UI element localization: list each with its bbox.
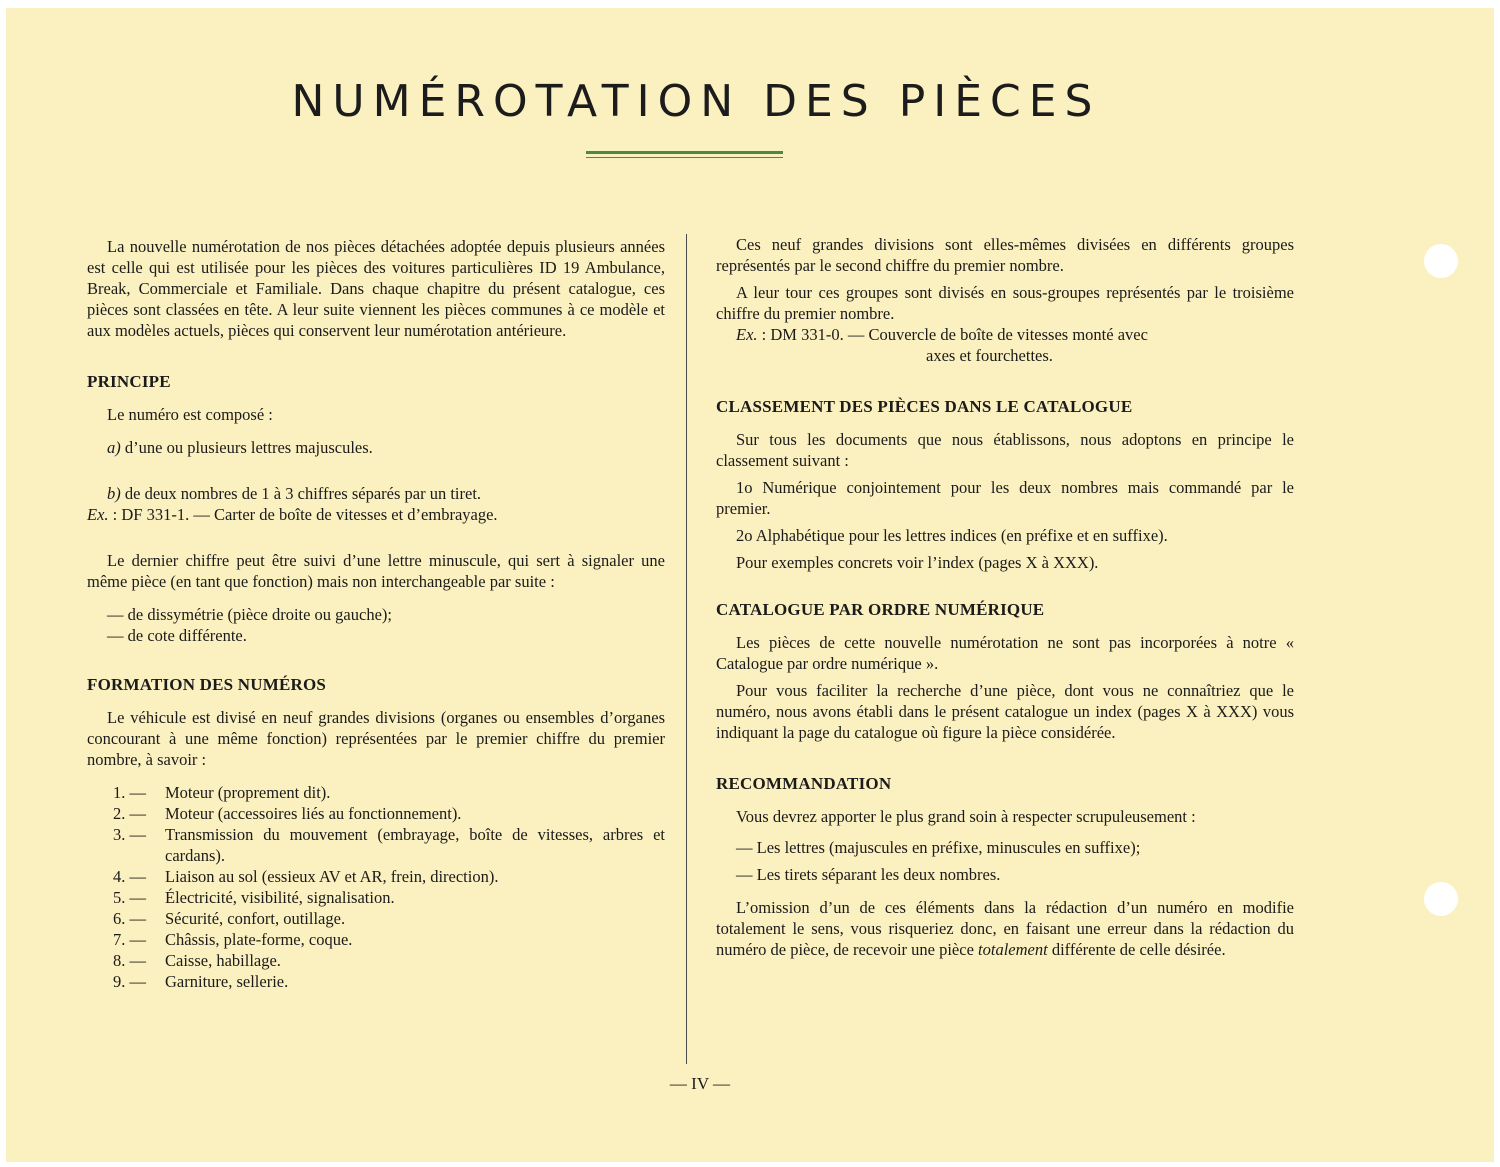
groups-paragraph: Ces neuf grandes divisions sont elles-mêmes divisées en différents groupes représentés par le second chiffre du premier nombre.	[716, 235, 1294, 275]
title-rule	[586, 151, 783, 154]
dash-item: — de cote différente.	[107, 626, 247, 645]
left-column	[87, 236, 665, 992]
recommandation-dash-1: — Les lettres (majuscules en préfixe, minuscules en suffixe);	[736, 838, 1141, 857]
title-rule-thin	[586, 157, 783, 158]
division-text: Liaison au sol (essieux AV et AR, frein, direction).	[165, 867, 499, 886]
division-item	[113, 824, 665, 866]
last-digit-paragraph: Le dernier chiffre peut être suivi d’une lettre minuscule, qui sert à signaler une même pièce (en tant que fonction) mais non interchangeable par suite :	[87, 551, 665, 591]
subgroups-paragraph: A leur tour ces groupes sont divisés en sous-groupes représentés par le troisième chiffre du premier nombre.	[716, 283, 1294, 323]
classement-p1: Sur tous les documents que nous établissons, nous adoptons en principe le classement suivant :	[716, 430, 1294, 470]
division-number: 9. —	[113, 972, 146, 991]
division-number: 6. —	[113, 909, 146, 928]
example-label: Ex.	[736, 325, 758, 344]
example-text: : DF 331-1. — Carter de boîte de vitesses et d’embrayage.	[112, 505, 498, 524]
division-text: Garniture, sellerie.	[165, 972, 289, 991]
division-text: Transmission du mouvement (embrayage, boîte de vitesses, arbres et cardans).	[165, 825, 665, 865]
principe-example	[87, 504, 665, 525]
recommandation-dash-2: — Les tirets séparant les deux nombres.	[736, 865, 1001, 884]
catalogue-p1: Les pièces de cette nouvelle numérotation ne sont pas incorporées à notre « Catalogue par ordre numérique ».	[716, 633, 1294, 673]
division-number: 3. —	[113, 825, 146, 844]
right-column	[716, 234, 1294, 960]
division-number: 2. —	[113, 804, 146, 823]
division-text: Sécurité, confort, outillage.	[165, 909, 346, 928]
binder-hole	[1424, 882, 1458, 916]
principe-item-b	[87, 483, 665, 504]
division-text: Châssis, plate-forme, coque.	[165, 930, 353, 949]
division-item	[113, 803, 665, 824]
dash-list	[87, 604, 665, 646]
item-b-text: de deux nombres de 1 à 3 chiffres séparés par un tiret.	[124, 484, 482, 503]
division-number: 7. —	[113, 930, 146, 949]
omission-text: L’omission d’un de ces éléments dans la rédaction d’un numéro en modifie totalement le sens, vous risqueriez donc, en faisant une erreur dans la rédaction du numéro de pièce, de recevoir une pièce	[716, 898, 1294, 959]
principe-compose: Le numéro est composé :	[107, 405, 273, 424]
division-item	[113, 929, 665, 950]
division-item	[113, 782, 665, 803]
example-label: Ex.	[87, 505, 109, 524]
division-text: Moteur (accessoires liés au fonctionnement).	[165, 804, 462, 823]
item-a-text: d’une ou plusieurs lettres majuscules.	[124, 438, 373, 457]
example-line-2: axes et fourchettes.	[926, 346, 1053, 365]
division-number: 5. —	[113, 888, 146, 907]
division-item	[113, 887, 665, 908]
catalogue-page	[6, 8, 1494, 1162]
recommandation-p1: Vous devrez apporter le plus grand soin à respecter scrupuleusement :	[736, 807, 1196, 826]
division-item	[113, 950, 665, 971]
classement-p4: Pour exemples concrets voir l’index (pages X à XXX).	[736, 553, 1099, 572]
formation-paragraph: Le véhicule est divisé en neuf grandes divisions (organes ou ensembles d’organes concourant à une même fonction) représentées par le premier chiffre du premier nombre, à savoir :	[87, 708, 665, 769]
binder-hole	[1424, 244, 1458, 278]
principe-heading: PRINCIPE	[87, 372, 171, 391]
classement-p2: 1o Numérique conjointement pour les deux nombres mais commandé par le premier.	[716, 478, 1294, 518]
recommandation-p2	[716, 897, 1294, 960]
subgroup-example	[716, 324, 1294, 366]
omission-emphasis: totalement	[978, 940, 1048, 959]
division-item	[113, 971, 665, 992]
divisions-list	[87, 782, 665, 992]
example-line-1: : DM 331-0. — Couvercle de boîte de vitesses monté avec	[761, 325, 1148, 344]
page-title: NUMÉROTATION DES PIÈCES	[291, 76, 1101, 127]
formation-heading: FORMATION DES NUMÉROS	[87, 675, 327, 694]
dash-item: — de dissymétrie (pièce droite ou gauche);	[107, 605, 392, 624]
division-text: Moteur (proprement dit).	[165, 783, 331, 802]
classement-p3: 2o Alphabétique pour les lettres indices (en préfixe et en suffixe).	[736, 526, 1168, 545]
intro-paragraph: La nouvelle numérotation de nos pièces détachées adoptée depuis plusieurs années est celle qui est utilisée pour les pièces des voitures particulières ID 19 Ambulance, Break, Commerciale et Familiale. Dans chaque chapitre du présent catalogue, ces pièces sont classées en tête. A leur suite viennent les pièces communes à ce modèle et aux modèles actuels, pièces qui conservent leur numérotation antérieure.	[87, 237, 665, 340]
principe-item-a	[87, 437, 665, 458]
item-a-label: a)	[107, 438, 121, 457]
catalogue-heading: CATALOGUE PAR ORDRE NUMÉRIQUE	[716, 600, 1045, 619]
column-divider	[686, 234, 687, 1064]
division-item	[113, 908, 665, 929]
division-number: 8. —	[113, 951, 146, 970]
classement-heading: CLASSEMENT DES PIÈCES DANS LE CATALOGUE	[716, 397, 1133, 416]
recommandation-heading: RECOMMANDATION	[716, 774, 892, 793]
division-text: Électricité, visibilité, signalisation.	[165, 888, 395, 907]
catalogue-p2: Pour vous faciliter la recherche d’une pièce, dont vous ne connaîtriez que le numéro, nous avons établi dans le présent catalogue un index (pages X à XXX) vous indiquant la page du catalogue où figure la pièce considérée.	[716, 681, 1294, 742]
division-number: 1. —	[113, 783, 146, 802]
omission-text-end: différente de celle désirée.	[1051, 940, 1226, 959]
division-item	[113, 866, 665, 887]
item-b-label: b)	[107, 484, 121, 503]
division-number: 4. —	[113, 867, 146, 886]
page-number: — IV —	[669, 1074, 731, 1093]
division-text: Caisse, habillage.	[165, 951, 281, 970]
